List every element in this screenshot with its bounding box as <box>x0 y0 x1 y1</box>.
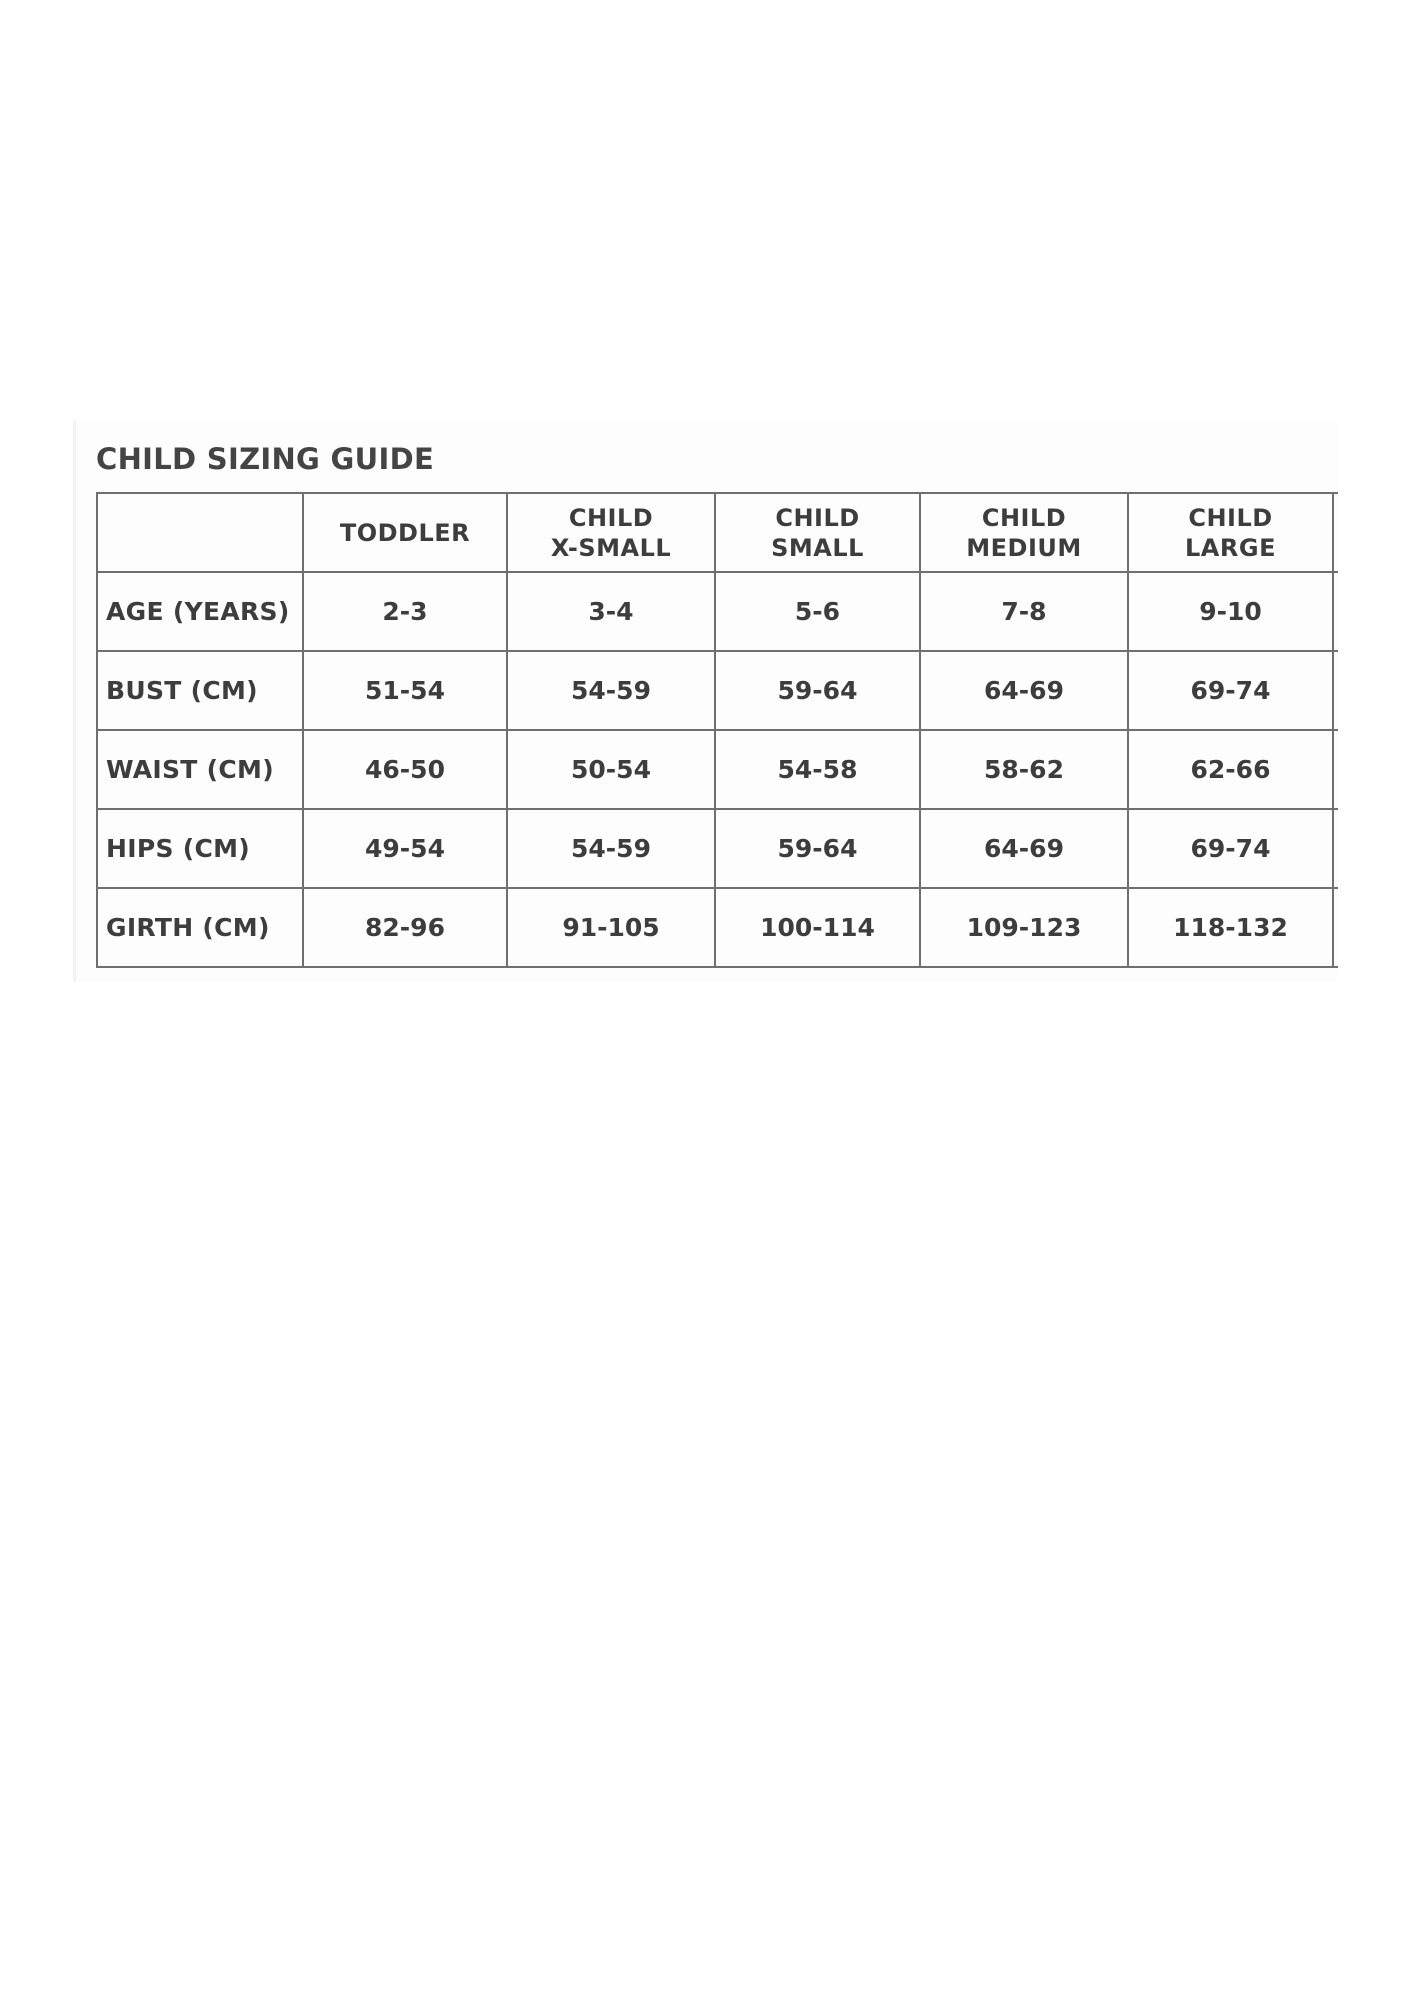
table-cell: 64-69 <box>920 809 1128 888</box>
column-header-line2: TODDLER <box>339 518 471 547</box>
column-header-line1: CHILD <box>775 503 860 532</box>
table-row-girth <box>97 888 1338 967</box>
column-header-line2: SMALL <box>771 533 864 562</box>
table-cell: 54-58 <box>715 730 920 809</box>
table-cell: 2-3 <box>303 572 507 651</box>
guide-title: CHILD SIZING GUIDE <box>96 442 435 476</box>
clipped-column-cell <box>1333 572 1338 651</box>
table-cell: 3-4 <box>507 572 715 651</box>
column-header-line2: LARGE <box>1185 533 1276 562</box>
table-cell: 59-64 <box>715 651 920 730</box>
column-header-child-small <box>715 493 920 572</box>
table-cell: 50-54 <box>507 730 715 809</box>
table-row-hips <box>97 809 1338 888</box>
clipped-column-cell <box>1333 888 1338 967</box>
table-cell: 118-132 <box>1128 888 1333 967</box>
row-label: WAIST (CM) <box>97 730 303 809</box>
sizing-table <box>96 492 1338 968</box>
row-label: AGE (YEARS) <box>97 572 303 651</box>
corner-cell <box>97 493 303 572</box>
sizing-guide-panel <box>76 420 1338 982</box>
table-cell: 62-66 <box>1128 730 1333 809</box>
clipped-column-cell <box>1333 730 1338 809</box>
table-row-bust <box>97 651 1338 730</box>
table-cell: 54-59 <box>507 651 715 730</box>
column-header-line1: CHILD <box>981 503 1067 532</box>
table-cell: 91-105 <box>507 888 715 967</box>
header-row <box>97 493 1338 572</box>
clipped-column-cell <box>1333 809 1338 888</box>
clipped-column-cell <box>1333 651 1338 730</box>
table-cell: 9-10 <box>1128 572 1333 651</box>
column-header-line1: CHILD <box>1188 503 1273 532</box>
clipped-column-cell <box>1333 493 1338 572</box>
table-cell: 109-123 <box>920 888 1128 967</box>
table-cell: 69-74 <box>1128 651 1333 730</box>
table-cell: 58-62 <box>920 730 1128 809</box>
table-cell: 59-64 <box>715 809 920 888</box>
table-row-waist <box>97 730 1338 809</box>
table-cell: 51-54 <box>303 651 507 730</box>
table-cell: 7-8 <box>920 572 1128 651</box>
column-header-line2: X-SMALL <box>550 533 672 562</box>
row-label: GIRTH (CM) <box>97 888 303 967</box>
table-row-age <box>97 572 1338 651</box>
column-header-line1: CHILD <box>568 503 654 532</box>
table-cell: 64-69 <box>920 651 1128 730</box>
column-header-toddler <box>303 493 507 572</box>
column-header-line2: MEDIUM <box>966 533 1082 562</box>
table-cell: 54-59 <box>507 809 715 888</box>
table-cell: 100-114 <box>715 888 920 967</box>
row-label: HIPS (CM) <box>97 809 303 888</box>
row-label: BUST (CM) <box>97 651 303 730</box>
table-cell: 82-96 <box>303 888 507 967</box>
column-header-child-large <box>1128 493 1333 572</box>
table-cell: 69-74 <box>1128 809 1333 888</box>
column-header-child-x-small <box>507 493 715 572</box>
column-header-child-medium <box>920 493 1128 572</box>
table-cell: 46-50 <box>303 730 507 809</box>
table-cell: 5-6 <box>715 572 920 651</box>
table-cell: 49-54 <box>303 809 507 888</box>
